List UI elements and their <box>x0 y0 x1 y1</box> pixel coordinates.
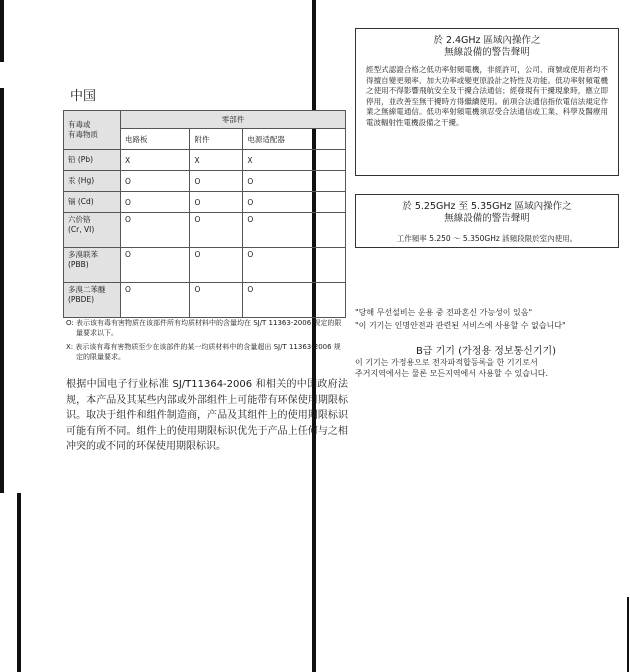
taiwan-5ghz-warning-box <box>355 194 619 248</box>
table-row <box>64 248 346 283</box>
page-edge-bar <box>627 597 629 672</box>
table-cell: O <box>121 171 190 192</box>
table-cell: O <box>243 213 346 248</box>
taiwan-2.4ghz-warning-box <box>355 28 619 176</box>
table-cell: X <box>190 150 243 171</box>
note-x: X: 表示该有毒有害物质至少在该部件的某一均质材料中的含量超出 SJ/T 11363-2006 规定的限量要求。 <box>66 343 341 361</box>
table-cell: X <box>121 150 190 171</box>
china-heading: 中国 <box>70 89 97 104</box>
table-cell: O <box>243 248 346 283</box>
table-cell: O <box>190 171 243 192</box>
environment-use-period-paragraph: 根据中国电子行业标准 SJ/T11364-2006 和相关的中国政府法规，本产品及其某些内部或外部组件上可能带有环保使用期限标识。取决于组件和组件制造商，产品及其组件上的使用期限标识可能有所不同。组件上的使用期限标识优先于产品上任何与之相冲突的或不同的环保使用期限标识。 <box>66 379 348 452</box>
page-edge-bar <box>17 493 21 672</box>
table-notes <box>66 318 346 366</box>
table-cell: O <box>190 192 243 213</box>
table-row <box>64 171 346 192</box>
table-cell: O <box>243 192 346 213</box>
part-header: 电源适配器 <box>243 129 346 150</box>
hazardous-substances-table <box>63 110 346 318</box>
warning-title-line2: 無線設備的警告聲明 <box>444 213 530 224</box>
part-header: 附件 <box>190 129 243 150</box>
column-header-substance: 有毒或 有毒物质 <box>64 111 121 150</box>
korea-class-b-title: B급 기기 (가정용 정보통신기기) <box>415 346 557 357</box>
substance-label: 多溴二苯醚 (PBDE) <box>64 283 121 318</box>
table-cell: O <box>243 171 346 192</box>
table-cell: O <box>190 283 243 318</box>
table-cell: O <box>121 213 190 248</box>
table-cell: O <box>243 283 346 318</box>
note-o: O: 表示该有毒有害物质在该部件所有均质材料中的含量均在 SJ/T 11363-2006 规定的限量要求以下。 <box>66 319 342 337</box>
substance-label: 镉 (Cd) <box>64 192 121 213</box>
page-edge-bar <box>0 88 4 493</box>
table-row <box>64 283 346 318</box>
column-header-parts: 零部件 <box>121 111 346 129</box>
substance-label: 多溴联苯 (PBB) <box>64 248 121 283</box>
korea-safety-notice: "이 기기는 인명안전과 관련된 서비스에 사용할 수 없습니다" <box>355 321 566 330</box>
table-cell: X <box>243 150 346 171</box>
korea-class-b-line1: 이 기기는 가정용으로 전자파적합등록을 한 기기로서 <box>355 358 538 367</box>
part-header: 电路板 <box>121 129 190 150</box>
table-cell: O <box>121 248 190 283</box>
warning-body: 經型式認證合格之低功率射頻電機，非經許可，公司、商號或使用者均不得擅自變更頻率、加大功率或變更原設計之特性及功能。低功率射頻電機之使用不得影響飛航安全及干擾合法通信；經發現有干擾現象時，應立即停用，並改善至無干擾時方得繼續使用。前項合法通信指依電信法規定作業之無線電通信。低功率射頻電機須忍受合法通信或工業、科學及醫療用電波輻射性電機設備之干擾。 <box>366 65 608 127</box>
substance-label: 六价铬 (Cr, VI) <box>64 213 121 248</box>
korea-interference-notice: "당해 무선설비는 운용 중 전파혼신 가능성이 있음" <box>355 308 533 317</box>
warning-body: 工作頻率 5.250 ～ 5.350GHz 該頻段限於室內使用。 <box>396 234 578 243</box>
table-cell: O <box>121 283 190 318</box>
substance-label: 铅 (Pb) <box>64 150 121 171</box>
substance-label: 汞 (Hg) <box>64 171 121 192</box>
table-row <box>64 150 346 171</box>
warning-title-line1: 於 2.4GHz 區域內操作之 <box>433 35 541 46</box>
table-cell: O <box>190 213 243 248</box>
table-cell: O <box>121 192 190 213</box>
korea-class-b-line2: 주거지역에서는 물론 모든지역에서 사용할 수 있습니다. <box>355 369 548 378</box>
page-edge-bar <box>0 0 4 62</box>
warning-title-line1: 於 5.25GHz 至 5.35GHz 區域內操作之 <box>402 201 572 212</box>
table-row <box>64 213 346 248</box>
table-cell: O <box>190 248 243 283</box>
warning-title-line2: 無線設備的警告聲明 <box>444 47 530 58</box>
table-row <box>64 192 346 213</box>
